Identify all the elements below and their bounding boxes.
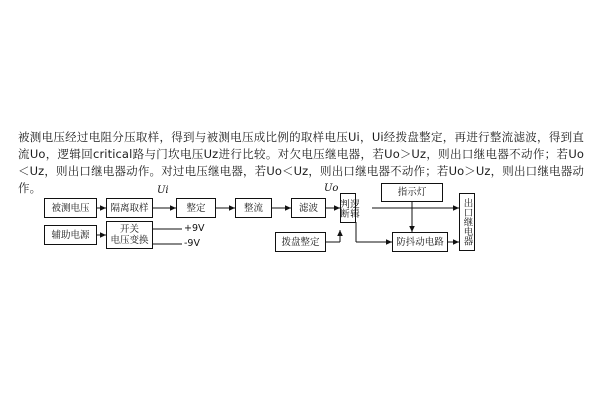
block-filter: 滤波 (291, 198, 326, 218)
block-dial-setting: 拨盘整定 (275, 232, 326, 252)
block-indicator-lamp: 指示灯 (381, 183, 443, 202)
block-anti-shake: 防抖动电路 (392, 232, 448, 252)
description-paragraph: 被测电压经过电阻分压取样，得到与被测电压成比例的取样电压Ui，Ui经拨盘整定，再进行整流滤波，得到直流Uo，逻辑回critical路与门坎电压Uz进行比较。对欠电压继电器，若Uo＞Uz，则出口继电器不动作；若Uo＜Uz，则出口继电器动作。对过电压继电器，若Uo＜Uz，则出口继电器不动作；若Uo＞Uz，则出口继电器动作。 (18, 130, 584, 195)
block-input-voltage: 被测电压 (44, 198, 97, 218)
block-rectify: 整流 (235, 198, 272, 218)
signal-label-ui: Ui (157, 185, 169, 196)
block-aux-power: 辅助电源 (44, 225, 97, 245)
block-isolation-sampling: 隔离取样 (106, 198, 153, 218)
block-diagram (0, 185, 600, 290)
rail-label-positive: +9V (184, 223, 205, 234)
rail-label-negative: -9V (184, 238, 200, 249)
block-switch-voltage-convert: 开关 电压变换 (106, 221, 153, 249)
block-setting: 整定 (176, 198, 216, 218)
block-output-relay: 出口继电器 (459, 193, 475, 251)
block-logic-judge: 逻辑判断 (340, 193, 356, 223)
signal-label-uo: Uo (324, 183, 339, 194)
